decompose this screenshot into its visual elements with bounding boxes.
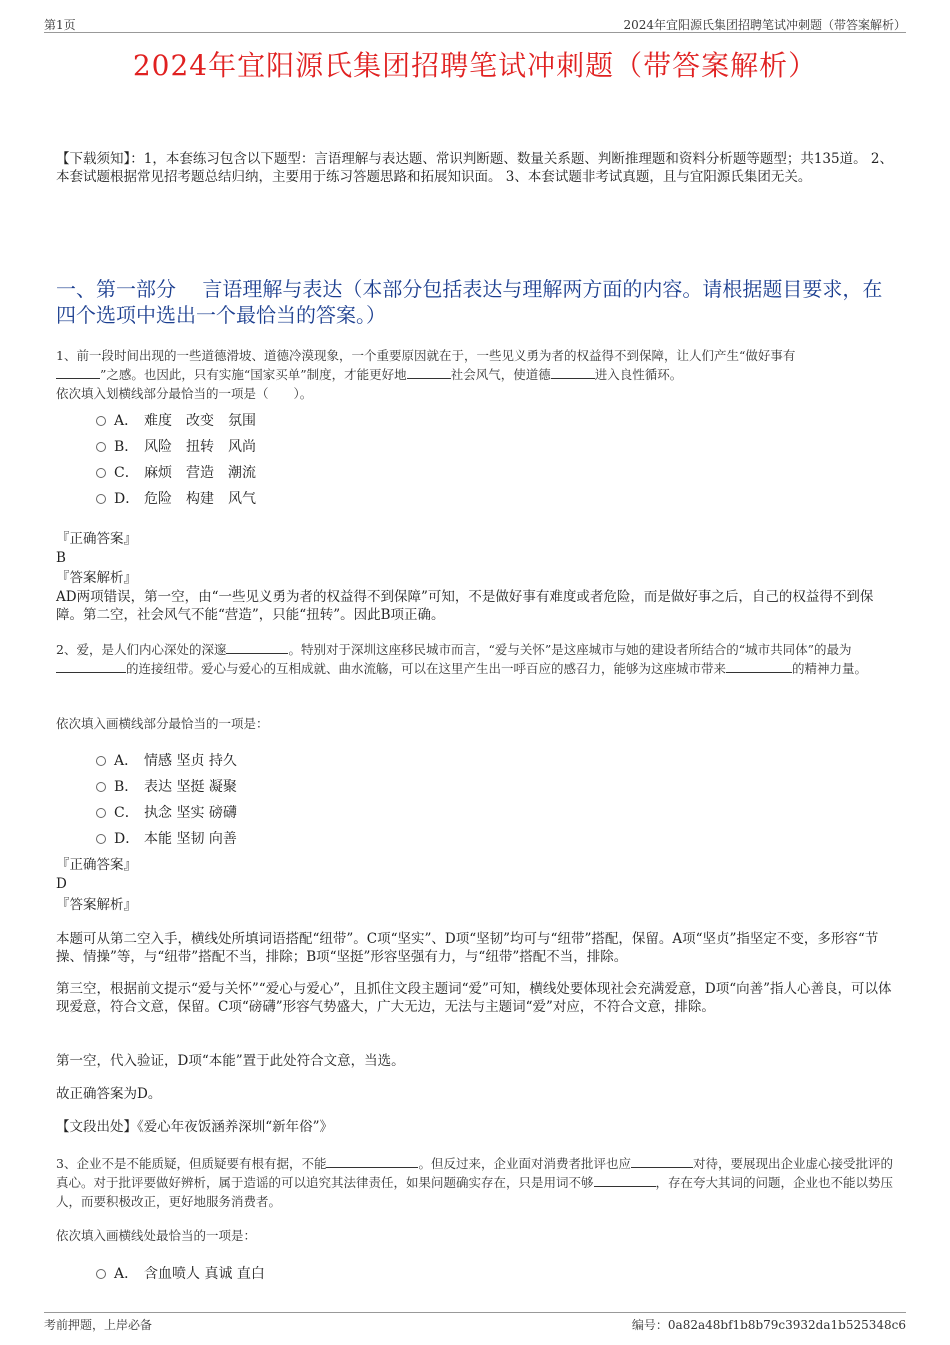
radio-icon[interactable] [96,416,106,426]
question-2-option-b[interactable]: B． 表达 坚挺 凝聚 [96,776,237,796]
question-2-option-a[interactable]: A． 情感 坚贞 持久 [96,750,237,770]
question-2-option-c[interactable]: C． 执念 坚实 磅礴 [96,802,237,822]
question-1-option-d[interactable]: D． 危险 构建 风气 [96,488,256,508]
question-1-option-c[interactable]: C． 麻烦 营造 潮流 [96,462,256,482]
blank [56,659,126,673]
question-2-analysis-p4: 故正确答案为D。 [56,1086,162,1102]
question-2-analysis-p3: 第一空，代入验证，D项“本能”置于此处符合文意，当选。 [56,1053,405,1069]
blank [226,640,288,654]
question-1-option-b[interactable]: B． 风险 扭转 风尚 [96,436,256,456]
radio-icon[interactable] [96,756,106,766]
radio-icon[interactable] [96,468,106,478]
section-heading: 一、第一部分 言语理解与表达（本部分包括表达与理解两方面的内容。请根据题目要求，在四个选项中选出一个最恰当的答案。） [56,277,883,327]
question-2-prompt: 依次填入画横线部分最恰当的一项是： [56,716,269,731]
question-2-analysis-p2: 第三空，根据前文提示“爱与关怀”“爱心与爱心”，且抓住文段主题词“爱”可知，横线处要体现社会充满爱意，D项“向善”指人心善良，可以体现爱意，符合文意，保留。C项“磅礴”形容气势盛大，广大无边，无法与主题词“爱”对应，不符合文意，排除。 [56,981,892,1015]
radio-icon[interactable] [96,808,106,818]
radio-icon[interactable] [96,1269,106,1279]
question-2-source: 【文段出处】《爱心年夜饭涵养深圳“新年俗”》 [56,1119,334,1135]
blank [594,1173,656,1187]
document-title: 2024年宜阳源氏集团招聘笔试冲刺题（带答案解析） [132,49,818,82]
page-header [44,14,906,33]
question-2-answer: D [56,876,67,892]
question-1-text: 1、前一段时间出现的一些道德滑坡、道德冷漠现象，一个重要原因就在于，一些见义勇为者的权益得不到保障，让人们产生“做好事有 ”之感。也因此，只有实施“国家买单”制度，才能更好地 社会风气，使道德 进入良性循环。 依次填入划横线部分最恰当的一项是（ ）。 [56,348,796,401]
question-1-analysis-title: 『答案解析』 [56,570,137,586]
blank [56,365,100,379]
radio-icon[interactable] [96,442,106,452]
footer-doc-id: 编号：0a82a48bf1b8b79c3932da1b525348c6 [631,1318,906,1332]
question-1-answer: B [56,550,66,566]
radio-icon[interactable] [96,494,106,504]
question-3-option-a[interactable]: A． 含血喷人 真诚 直白 [96,1263,265,1283]
question-1-prompt: 依次填入划横线部分最恰当的一项是（ ）。 [56,386,313,401]
question-2-analysis-p1: 本题可从第二空入手，横线处所填词语搭配“纽带”。C项“坚实”、D项“坚韧”均可与“纽带”搭配，保留。A项“坚贞”指坚定不变，多形容“节操、情操”等，与“纽带”搭配不当，排除；B项“坚挺”形容坚强有力，与“纽带”搭配不当，排除。 [56,931,879,965]
footer-slogan: 考前押题，上岸必备 [44,1318,153,1332]
download-notice: 【下载须知】：1，本套练习包含以下题型：言语理解与表达题、常识判断题、数量关系题、判断推理题和资料分析题等题型；共135道。 2、本套试题根据常见招考题总结归纳，主要用于练习答题思路和拓展知识面。 3、本套试题非考试真题，且与宜阳源氏集团无关。 [56,151,893,185]
question-1-analysis: AD两项错误，第一空，由“一些见义勇为者的权益得不到保障”可知，不是做好事有难度或者危险，而是做好事之后，自己的权益得不到保障。第二空，社会风气不能“营造”，只能“扭转”。因此B项正确。 [56,589,874,623]
page-footer [44,1312,906,1333]
question-2-text: 2、爱，是人们内心深处的深邃 。特别对于深圳这座移民城市而言，“爱与关怀”是这座城市与她的建设者所结合的“城市共同体”的最为的连接纽带。爱心与爱心的互相成就、曲水流觞，可以在这里产生出一呼百应的感召力，能够为这座城市带来 的精神力量。 [56,642,868,676]
radio-icon[interactable] [96,834,106,844]
header-doc-title: 2024年宜阳源氏集团招聘笔试冲刺题（带答案解析） [623,18,906,32]
question-1-option-a[interactable]: A． 难度 改变 氛围 [96,410,256,430]
question-2-option-d[interactable]: D． 本能 坚韧 向善 [96,828,237,848]
blank [407,365,451,379]
question-1-answer-title: 『正确答案』 [56,531,137,547]
question-2-analysis-title: 『答案解析』 [56,897,137,913]
page-number: 第1页 [44,18,76,32]
blank [726,659,792,673]
blank [326,1154,418,1168]
question-3-prompt: 依次填入画横线处最恰当的一项是： [56,1228,257,1243]
blank [551,365,595,379]
question-2-answer-title: 『正确答案』 [56,857,137,873]
radio-icon[interactable] [96,782,106,792]
blank [631,1154,693,1168]
question-3-text: 3、企业不是不能质疑，但质疑要有根有据，不能 。但反过来，企业面对消费者批评也应 对待，要展现出企业虚心接受批评的真心。对于批评要做好辨析，属于造谣的可以追究其法律责任，如果问题确实存在，只是用词不够 ，存在夸大其词的问题，企业也不能以势压人，而要积极改正，更好地服务消费者。 [56,1156,894,1209]
